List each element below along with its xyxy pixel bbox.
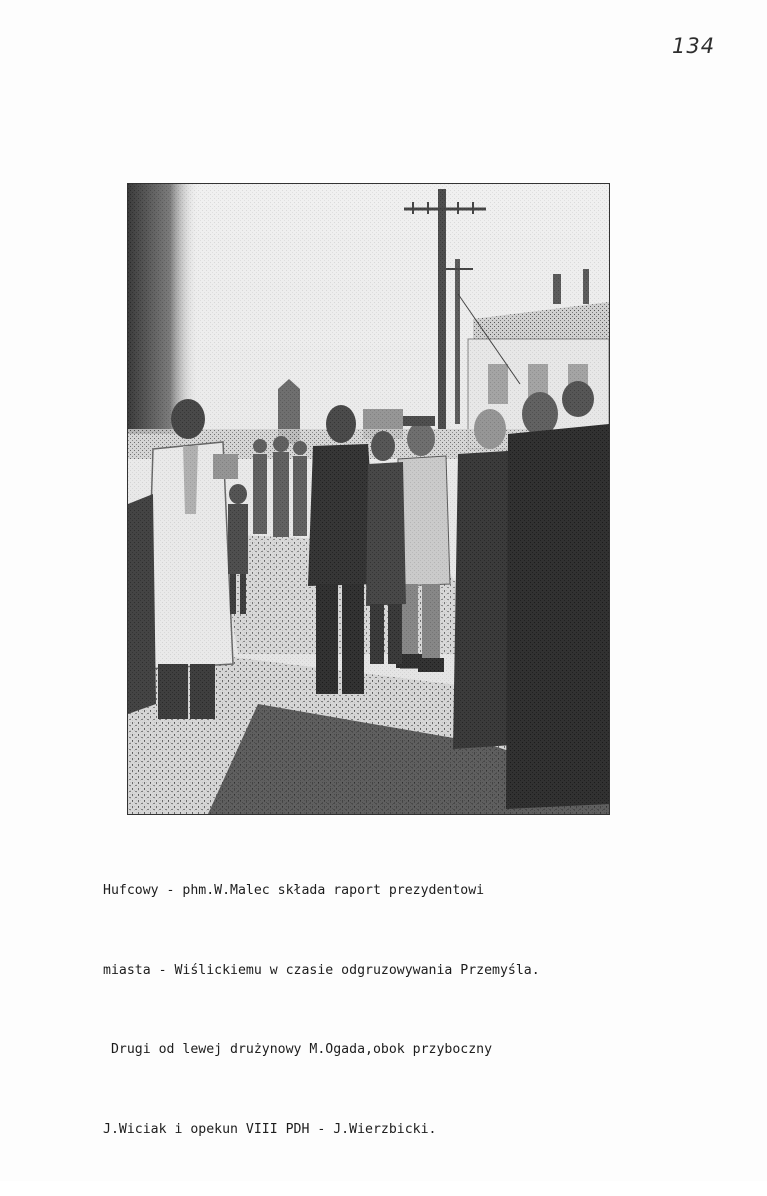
caption-line: miasta - Wiślickiemu w czasie odgruzowywania Przemyśla. (103, 962, 540, 978)
caption-line: J.Wiciak i opekun VIII PDH - J.Wierzbicki. (103, 1121, 437, 1137)
page-number: 134 (672, 34, 716, 58)
photo-scene (128, 184, 609, 814)
photo-caption (103, 825, 683, 1196)
caption-line: Hufcowy - phm.W.Malec składa raport prezydentowi (103, 883, 485, 898)
archival-photograph (127, 183, 610, 815)
film-grain (128, 184, 609, 814)
caption-line: Drugi od lewej drużynowy M.Ogada,obok przyboczny (103, 1042, 493, 1057)
